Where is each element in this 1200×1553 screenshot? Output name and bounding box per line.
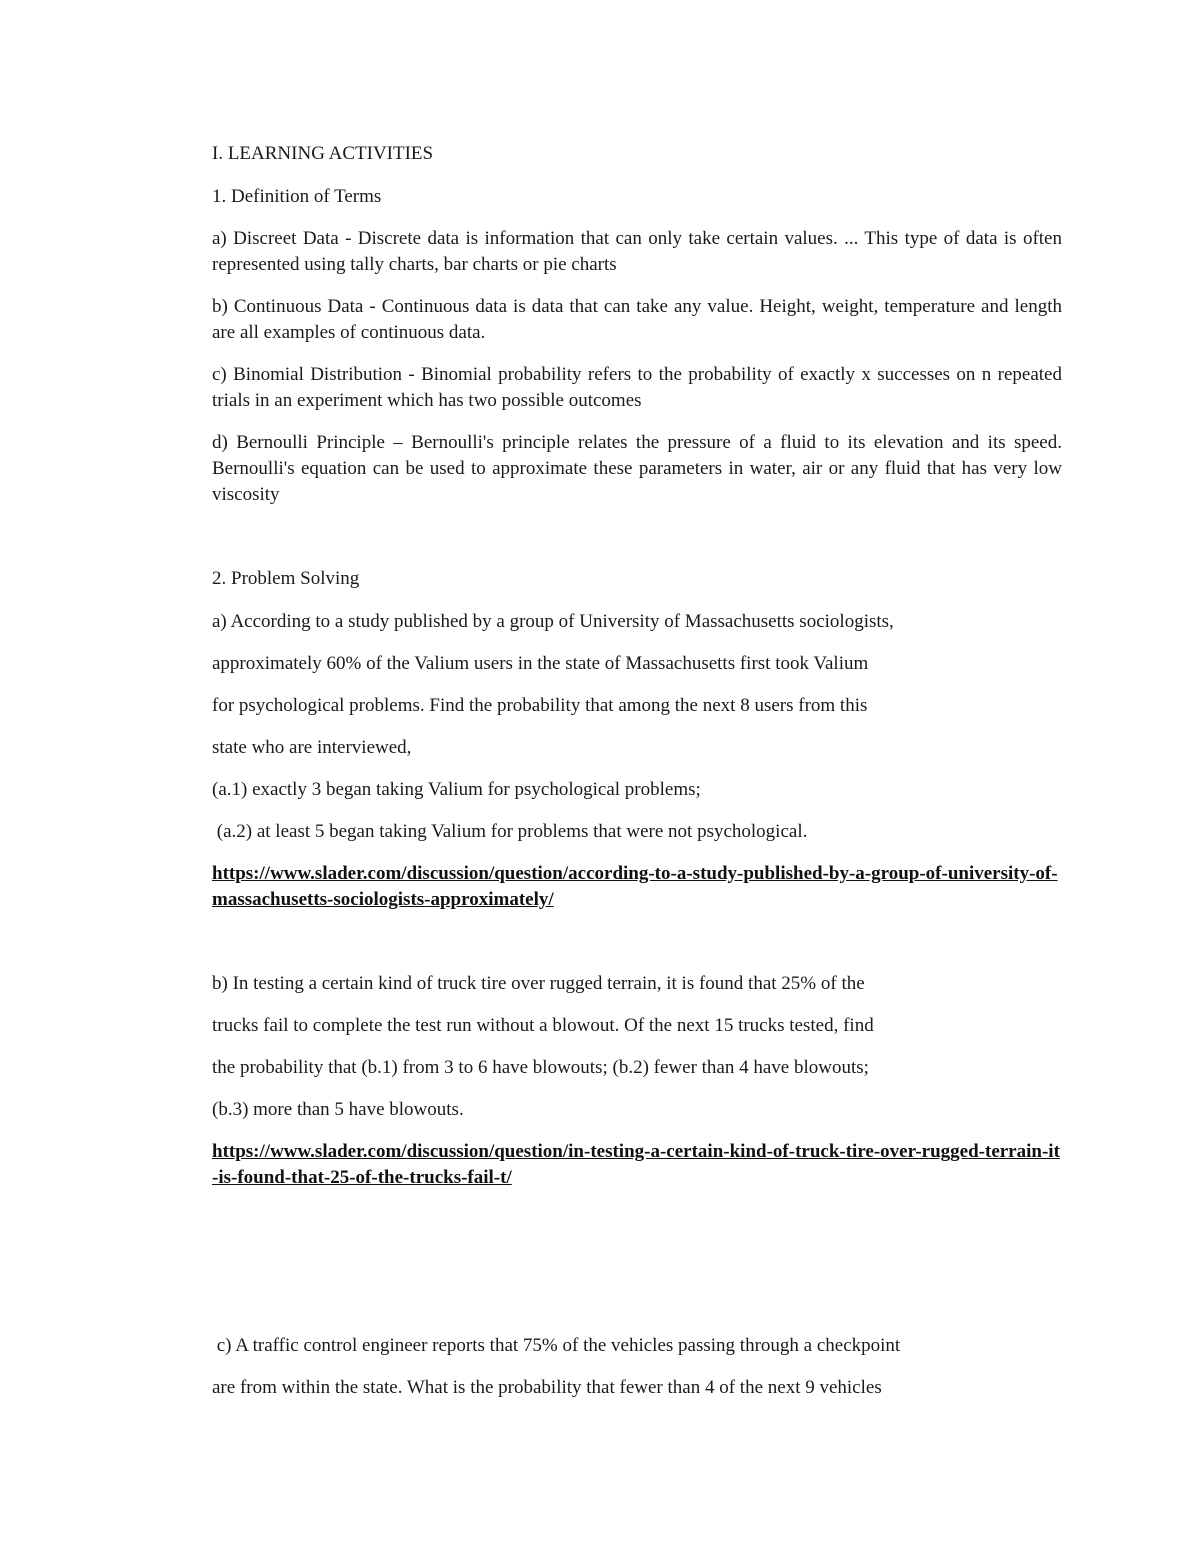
problem-a-line: state who are interviewed, [212, 737, 412, 758]
problem-a-line: a) According to a study published by a group of University of Massachusetts sociologists, [212, 611, 894, 632]
problem-a-solution-link[interactable]: https://www.slader.com/discussion/question/according-to-a-study-published-by-a-group-of-university-of-massachusetts-sociologists-approximately/ [212, 863, 1058, 910]
problem-a-line: for psychological problems. Find the probability that among the next 8 users from this [212, 695, 868, 716]
problem-b-line: the probability that (b.1) from 3 to 6 have blowouts; (b.2) fewer than 4 have blowouts; [212, 1057, 869, 1078]
definition-bernoulli-principle: d) Bernoulli Principle – Bernoulli's principle relates the pressure of a fluid to its elevation and its speed. Bernoulli's equation can be used to approximate these parameters in water, air or any fluid that has very low viscosity [212, 432, 1062, 505]
definition-discreet-data: a) Discreet Data - Discrete data is information that can only take certain values. ... This type of data is often represented using tally charts, bar charts or pie charts [212, 228, 1062, 275]
definition-continuous-data: b) Continuous Data - Continuous data is data that can take any value. Height, weight, temperature and length are all examples of continuous data. [212, 296, 1062, 343]
problem-b3: (b.3) more than 5 have blowouts. [212, 1099, 464, 1120]
problem-b-line: b) In testing a certain kind of truck tire over rugged terrain, it is found that 25% of the [212, 973, 865, 994]
problem-b-solution-link[interactable]: https://www.slader.com/discussion/question/in-testing-a-certain-kind-of-truck-tire-over-rugged-terrain-it-is-found-that-25-of-the-trucks-fail-t/ [212, 1141, 1060, 1188]
problems-heading: 2. Problem Solving [212, 568, 360, 589]
problem-a-line: approximately 60% of the Valium users in the state of Massachusetts first took Valium [212, 653, 869, 674]
section-heading: I. LEARNING ACTIVITIES [212, 143, 434, 164]
problem-a1: (a.1) exactly 3 began taking Valium for psychological problems; [212, 779, 701, 800]
problem-a2: (a.2) at least 5 began taking Valium for problems that were not psychological. [212, 821, 808, 842]
definition-binomial-distribution: c) Binomial Distribution - Binomial probability refers to the probability of exactly x successes on n repeated trials in an experiment which has two possible outcomes [212, 364, 1062, 411]
definitions-heading: 1. Definition of Terms [212, 186, 382, 207]
problem-c-line: are from within the state. What is the probability that fewer than 4 of the next 9 vehicles [212, 1377, 882, 1398]
problem-b-line: trucks fail to complete the test run without a blowout. Of the next 15 trucks tested, find [212, 1015, 874, 1036]
problem-c-line: c) A traffic control engineer reports that 75% of the vehicles passing through a checkpoint [212, 1335, 901, 1356]
